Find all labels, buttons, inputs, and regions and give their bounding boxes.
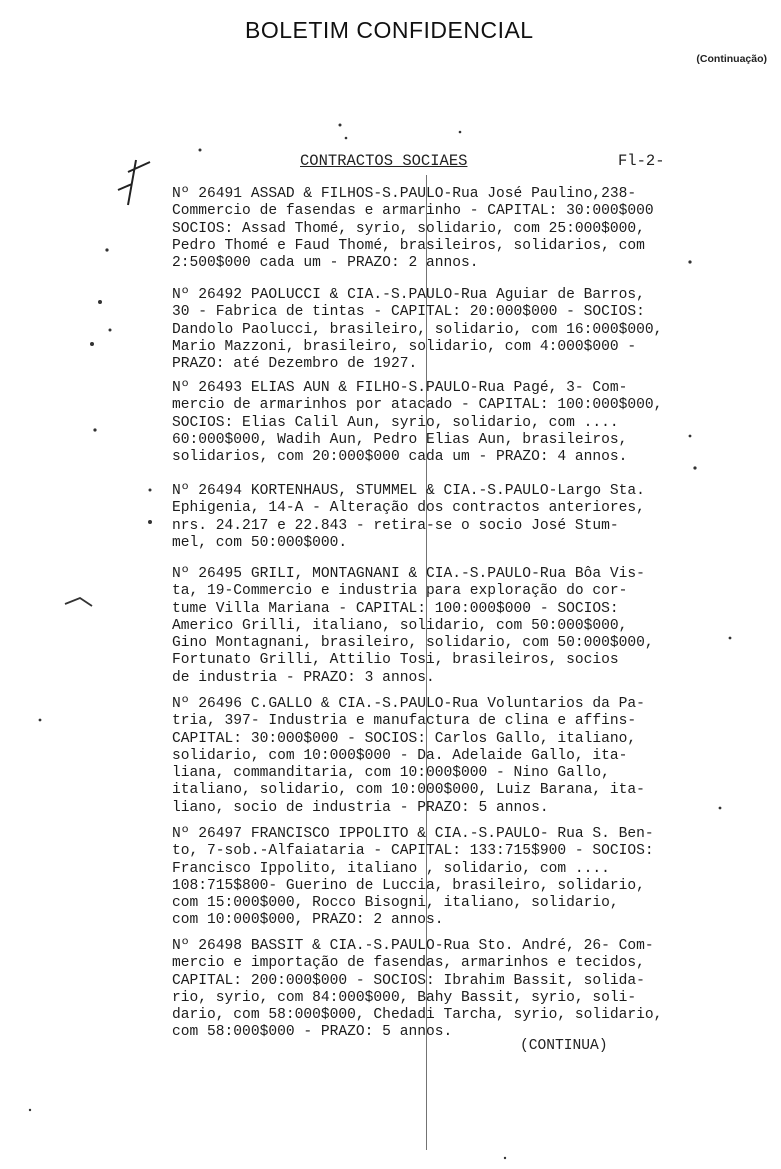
entry-line: Dandolo Paolucci, brasileiro, solidario, com 16:000$000,	[172, 321, 663, 338]
entry-26492	[172, 287, 732, 373]
entry-line: 108:715$800- Guerino de Luccia, brasileiro, solidario,	[172, 877, 645, 894]
entry-line: PRAZO: até Dezembro de 1927.	[172, 356, 418, 373]
entry-line: Nº 26491 ASSAD & FILHOS-S.PAULO-Rua José Paulino,238-	[172, 186, 637, 202]
entry-26494	[172, 483, 732, 552]
entry-line: Nº 26493 ELIAS AUN & FILHO-S.PAULO-Rua Pagé, 3- Com-	[172, 380, 628, 396]
entry-line: 2:500$000 cada um - PRAZO: 2 annos.	[172, 255, 479, 272]
speck	[29, 1109, 31, 1111]
entry-26497	[172, 826, 732, 930]
speck	[93, 428, 96, 431]
document-title: BOLETIM CONFIDENCIAL	[245, 17, 534, 43]
entry-line: solidario, com 10:000$000 - Da. Adelaide Gallo, ita-	[172, 747, 628, 764]
entry-line: ta, 19-Commercio e industria para exploração do cor-	[172, 583, 628, 600]
speck	[693, 466, 696, 469]
continua-note: (CONTINUA)	[520, 1038, 608, 1054]
entry-26491	[172, 186, 732, 272]
entry-line: CAPITAL: 200:000$000 - SOCIOS: Ibrahim Bassit, solida-	[172, 972, 645, 989]
entry-line: to, 7-sob.-Alfaiataria - CAPITAL: 133:715$900 - SOCIOS:	[172, 843, 654, 860]
entry-line: Francisco Ippolito, italiano , solidario, com ....	[172, 860, 610, 877]
entry-line: nrs. 24.217 e 22.843 - retira-se o socio José Stum-	[172, 517, 619, 534]
entry-26498	[172, 938, 732, 1042]
speck	[98, 300, 102, 304]
section-title: CONTRACTOS SOCIAES	[300, 152, 468, 170]
entry-line: com 58:000$000 - PRAZO: 5 annos.	[172, 1024, 453, 1041]
entry-line: 60:000$000, Wadih Aun, Pedro Elias Aun, brasileiros,	[172, 431, 628, 448]
entry-26493	[172, 380, 732, 466]
entry-line: mercio de armarinhos por atacado - CAPITAL: 100:000$000,	[172, 397, 663, 414]
entry-line: Nº 26497 FRANCISCO IPPOLITO & CIA.-S.PAULO- Rua S. Ben-	[172, 826, 654, 842]
entry-line: tria, 397- Industria e manufactura de clina e affins-	[172, 713, 637, 730]
speck	[105, 248, 108, 251]
entry-line: mel, com 50:000$000.	[172, 534, 348, 551]
entry-line: rio, syrio, com 84:000$000, Bahy Bassit, syrio, soli-	[172, 989, 637, 1006]
continuation-note: (Continuação)	[696, 53, 767, 65]
page-reference: Fl-2-	[618, 152, 665, 170]
speck	[339, 124, 342, 127]
entry-line: Nº 26498 BASSIT & CIA.-S.PAULO-Rua Sto. André, 26- Com-	[172, 938, 654, 954]
entry-line: italiano, solidario, com 10:000$000, Luiz Barana, ita-	[172, 782, 645, 799]
ink-mark	[65, 598, 92, 606]
speck	[109, 329, 112, 332]
speck	[504, 1157, 506, 1159]
entry-line: Nº 26492 PAOLUCCI & CIA.-S.PAULO-Rua Aguiar de Barros,	[172, 287, 645, 303]
speck	[90, 342, 94, 346]
entry-26495	[172, 566, 732, 687]
entry-line: SOCIOS: Assad Thomé, syrio, solidario, com 25:000$000,	[172, 220, 645, 237]
entry-line: 30 - Fabrica de tintas - CAPITAL: 20:000$000 - SOCIOS:	[172, 304, 645, 321]
entry-line: Ephigenia, 14-A - Alteração dos contractos anteriores,	[172, 500, 645, 517]
speck	[345, 137, 348, 140]
entry-line: Mario Mazzoni, brasileiro, solidario, com 4:000$000 -	[172, 338, 637, 355]
entry-line: liano, socio de industria - PRAZO: 5 annos.	[172, 799, 549, 816]
speck	[39, 719, 42, 722]
entry-line: Nº 26496 C.GALLO & CIA.-S.PAULO-Rua Voluntarios da Pa-	[172, 696, 645, 712]
entry-line: SOCIOS: Elias Calil Aun, syrio, solidario, com ....	[172, 414, 619, 431]
entry-line: Fortunato Grilli, Attilio Tosi, brasileiros, socios	[172, 652, 619, 669]
ink-mark	[118, 160, 150, 205]
entry-26496	[172, 696, 732, 817]
entry-line: tume Villa Mariana - CAPITAL: 100:000$000 - SOCIOS:	[172, 600, 619, 617]
entry-line: de industria - PRAZO: 3 annos.	[172, 669, 435, 686]
entry-line: mercio e importação de fasendas, armarinhos e tecidos,	[172, 955, 645, 972]
entry-line: Commercio de fasendas e armarinho - CAPITAL: 30:000$000	[172, 203, 654, 220]
entry-line: Americo Grilli, italiano, solidario, com 50:000$000,	[172, 617, 628, 634]
entry-line: com 10:000$000, PRAZO: 2 annos.	[172, 912, 444, 929]
speck	[459, 131, 462, 134]
entry-line: solidarios, com 20:000$000 cada um - PRAZO: 4 annos.	[172, 449, 628, 466]
entry-line: CAPITAL: 30:000$000 - SOCIOS: Carlos Gallo, italiano,	[172, 730, 637, 747]
entry-line: com 15:000$000, Rocco Bisogni, italiano, solidario,	[172, 895, 619, 912]
entry-line: liana, commanditaria, com 10:000$000 - Nino Gallo,	[172, 765, 610, 782]
entry-line: Nº 26494 KORTENHAUS, STUMMEL & CIA.-S.PAULO-Largo Sta.	[172, 483, 645, 499]
entry-line: Pedro Thomé e Faud Thomé, brasileiros, solidarios, com	[172, 237, 645, 254]
speck	[149, 489, 152, 492]
entry-line: dario, com 58:000$000, Chedadi Tarcha, syrio, solidario,	[172, 1007, 663, 1024]
speck	[199, 149, 202, 152]
speck	[148, 520, 152, 524]
entry-line: Nº 26495 GRILI, MONTAGNANI & CIA.-S.PAULO-Rua Bôa Vis-	[172, 566, 645, 582]
entry-line: Gino Montagnani, brasileiro, solidario, com 50:000$000,	[172, 635, 654, 652]
